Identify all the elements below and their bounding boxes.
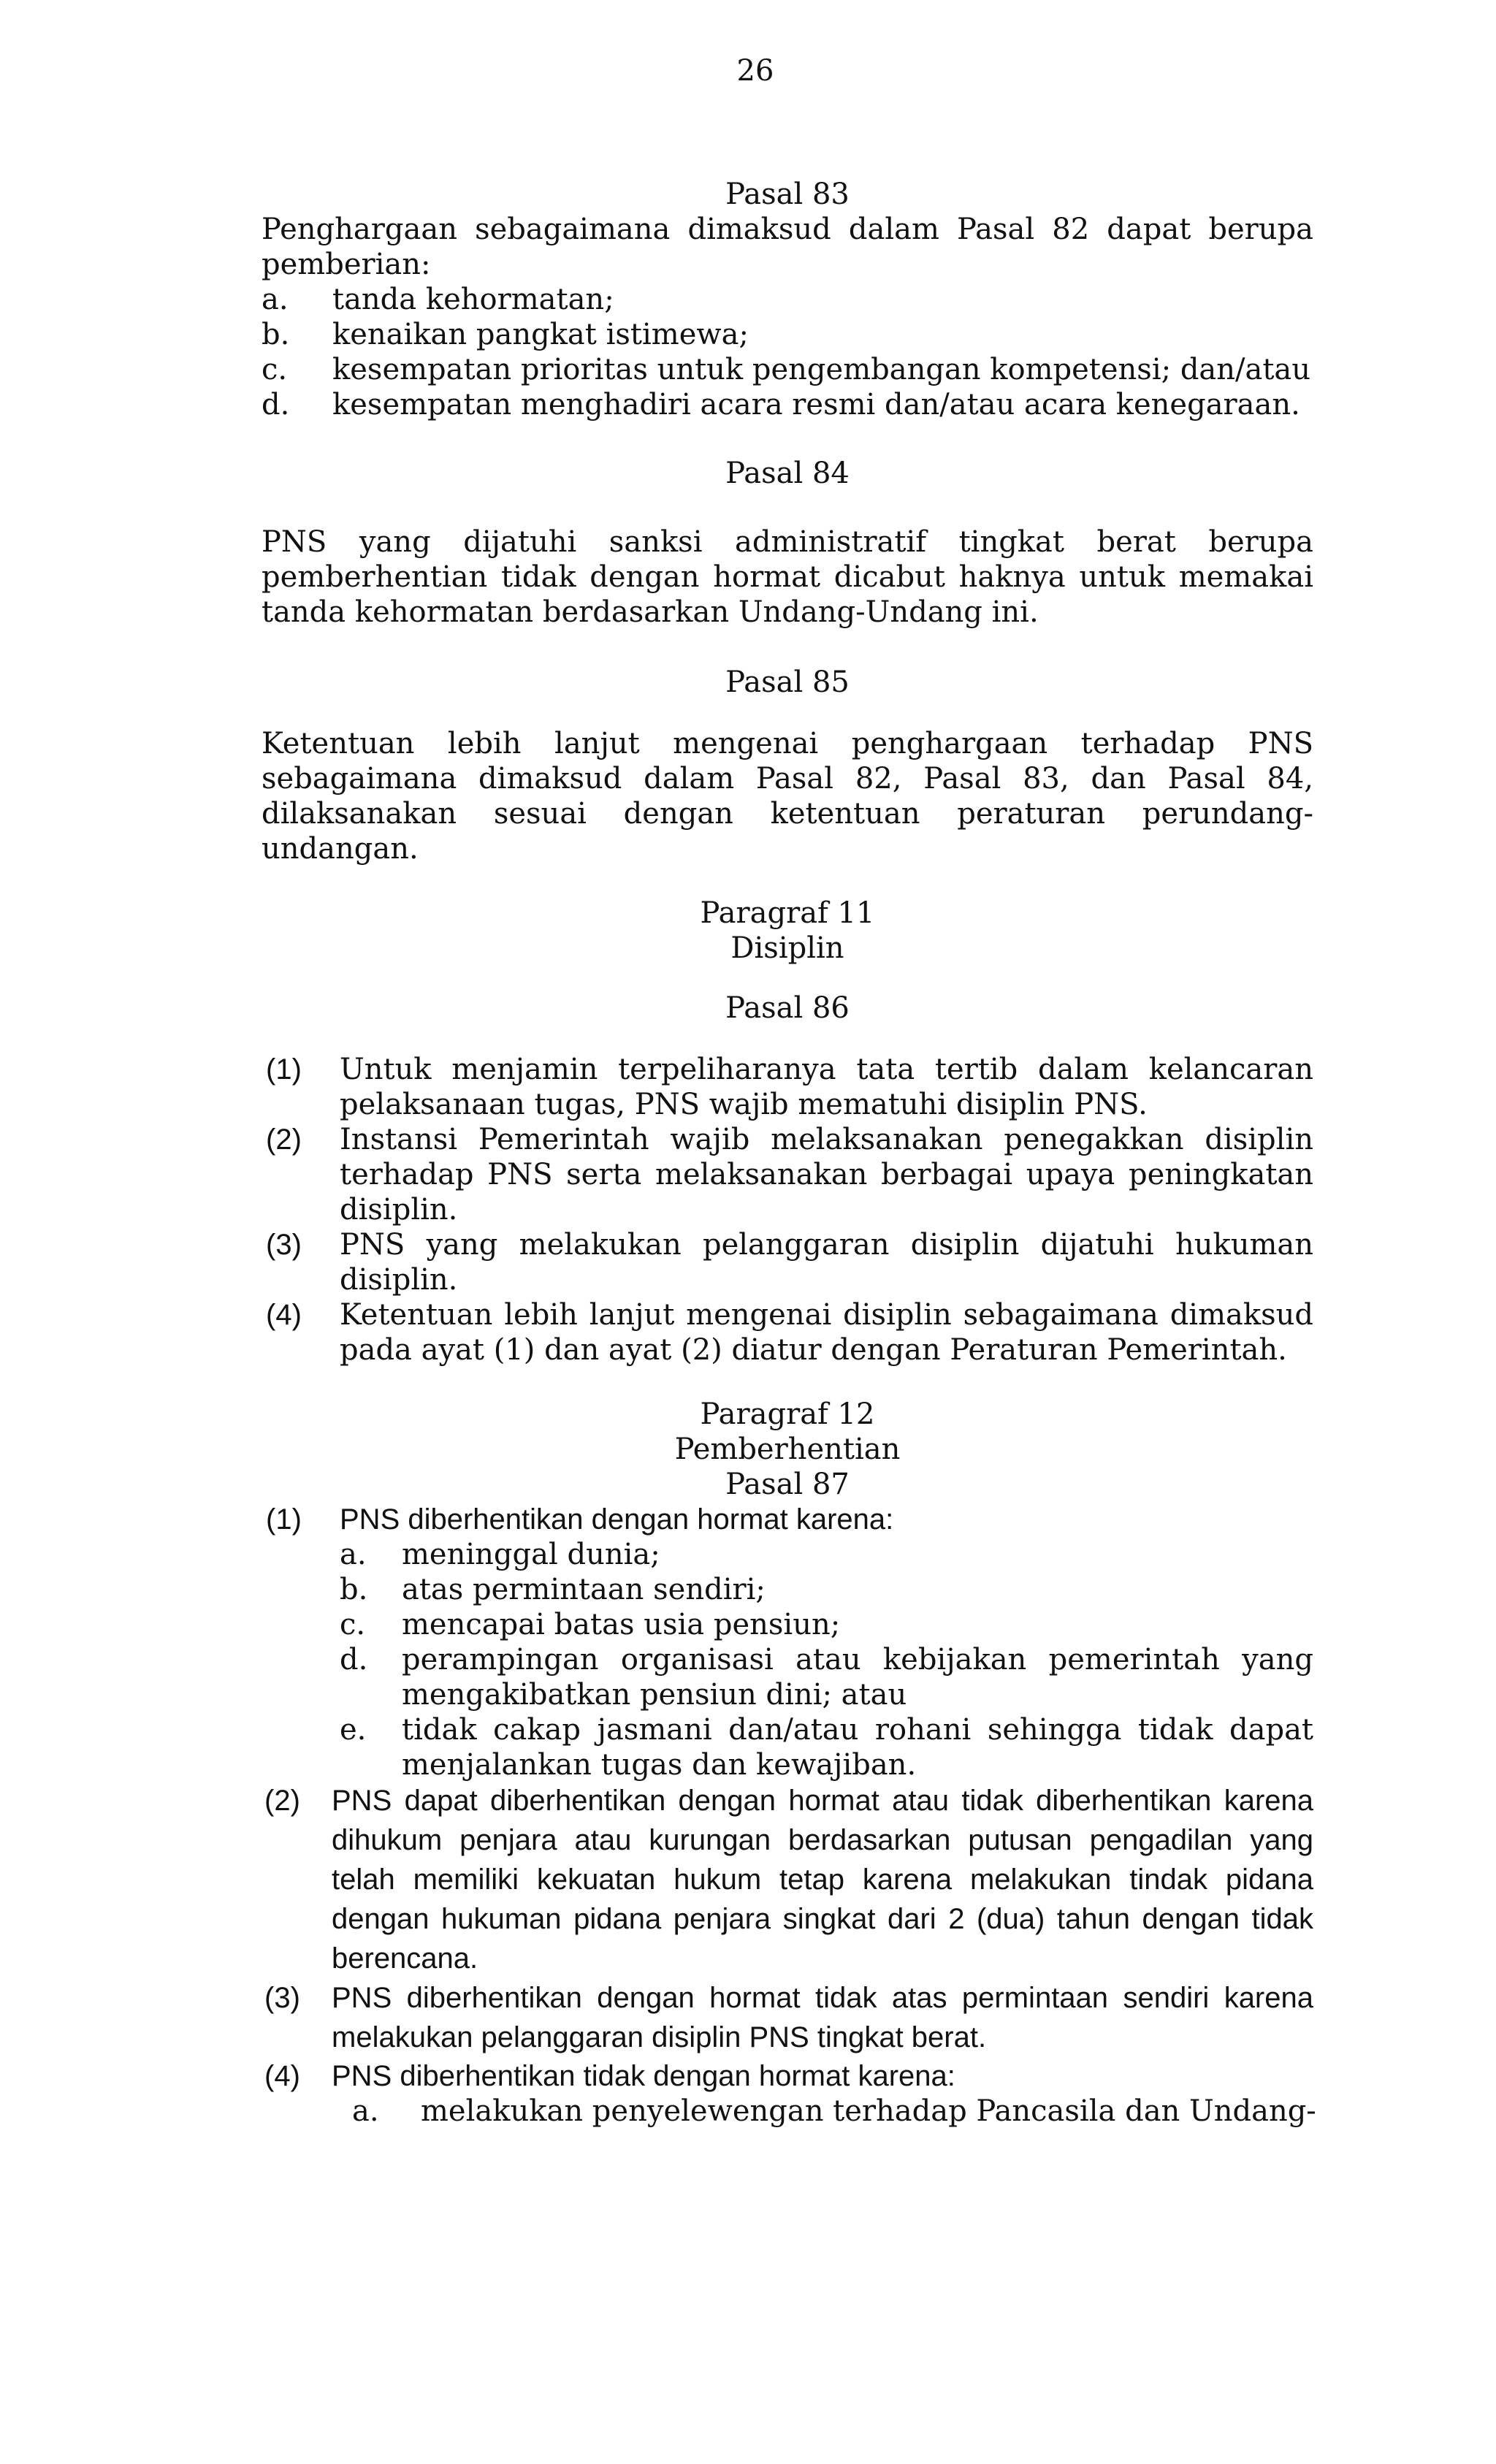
list-item-text: kenaikan pangkat istimewa;	[332, 318, 749, 351]
list-item-label: d.	[340, 1643, 368, 1677]
ayat-text: Untuk menjamin terpeliharanya tata tertib dalam kelancaran pelaksanaan tugas, PNS wajib mematuhi disiplin PNS.	[340, 1053, 1313, 1121]
pasal-86-heading: Pasal 86	[725, 991, 850, 1025]
list-item-label: b.	[340, 1573, 368, 1606]
ayat-text: PNS diberhentikan tidak dengan hormat karena:	[332, 2060, 955, 2092]
ayat-text: Ketentuan lebih lanjut mengenai disiplin sebagaimana dimaksud pada ayat (1) dan ayat (2) diatur dengan Peraturan Pemerintah.	[340, 1298, 1313, 1367]
pasal-83-intro: Penghargaan sebagaimana dimaksud dalam Pasal 82 dapat berupa pemberian:	[262, 213, 1313, 281]
ayat-label: (3)	[264, 1982, 300, 2014]
ayat-label: (2)	[266, 1124, 302, 1156]
paragraf-12-label: Paragraf 12	[700, 1397, 875, 1431]
ayat-label: (4)	[266, 1299, 302, 1331]
ayat-text: PNS dapat diberhentikan dengan hormat atau tidak diberhentikan karena dihukum penjara atau kurungan berdasarkan putusan pengadilan yang telah memiliki kekuatan hukum tetap karena melakukan tindak pidana dengan hukuman pidana penjara singkat dari 2 (dua) tahun dengan tidak berencana.	[332, 1785, 1313, 1975]
list-item-text: kesempatan prioritas untuk pengembangan kompetensi; dan/atau	[332, 353, 1311, 386]
list-item-label: b.	[262, 318, 290, 351]
list-item-label: c.	[340, 1608, 366, 1641]
list-item-text: meninggal dunia;	[402, 1538, 660, 1571]
page-number: 26	[736, 54, 774, 88]
ayat-text: PNS diberhentikan dengan hormat tidak atas permintaan sendiri karena melakukan pelanggaran disiplin PNS tingkat berat.	[332, 1982, 1313, 2053]
pasal-83-heading: Pasal 83	[725, 178, 850, 211]
list-item-text: melakukan penyelewengan terhadap Pancasila dan Undang-	[421, 2094, 1316, 2128]
list-item-label: c.	[262, 353, 288, 386]
pasal-85-body: Ketentuan lebih lanjut mengenai penghargaan terhadap PNS sebagaimana dimaksud dalam Pasal 82, Pasal 83, dan Pasal 84, dilaksanakan sesuai dengan ketentuan peraturan perundang-undangan.	[262, 727, 1313, 866]
list-item-label: a.	[262, 283, 289, 316]
list-item-text: tanda kehormatan;	[332, 283, 614, 316]
ayat-label: (1)	[266, 1503, 302, 1536]
pasal-84-heading: Pasal 84	[725, 457, 850, 490]
ayat-text: PNS yang melakukan pelanggaran disiplin dijatuhi hukuman disiplin.	[340, 1228, 1313, 1297]
ayat-label: (2)	[264, 1785, 300, 1817]
ayat-text: Instansi Pemerintah wajib melaksanakan penegakkan disiplin terhadap PNS serta melaksanakan berbagai upaya peningkatan disiplin.	[340, 1123, 1313, 1227]
ayat-text: PNS diberhentikan dengan hormat karena:	[340, 1503, 894, 1536]
list-item-label: e.	[340, 1713, 367, 1747]
list-item-text: atas permintaan sendiri;	[402, 1573, 766, 1606]
pasal-87-heading: Pasal 87	[725, 1468, 850, 1501]
ayat-label: (3)	[266, 1229, 302, 1261]
list-item-text: tidak cakap jasmani dan/atau rohani sehingga tidak dapat menjalankan tugas dan kewajiban.	[402, 1713, 1313, 1782]
paragraf-11-label: Paragraf 11	[700, 896, 875, 930]
list-item-text: kesempatan menghadiri acara resmi dan/atau acara kenegaraan.	[332, 388, 1300, 422]
ayat-label: (4)	[264, 2060, 300, 2092]
pasal-85-heading: Pasal 85	[725, 665, 850, 699]
paragraf-12-title: Pemberhentian	[674, 1433, 901, 1466]
list-item-label: d.	[262, 388, 290, 422]
list-item-label: a.	[352, 2094, 379, 2128]
list-item-label: a.	[340, 1538, 367, 1571]
list-item-text: perampingan organisasi atau kebijakan pemerintah yang mengakibatkan pensiun dini; atau	[402, 1643, 1313, 1712]
list-item-text: mencapai batas usia pensiun;	[402, 1608, 841, 1641]
pasal-84-body: PNS yang dijatuhi sanksi administratif tingkat berat berupa pemberhentian tidak dengan hormat dicabut haknya untuk memakai tanda kehormatan berdasarkan Undang-Undang ini.	[262, 525, 1313, 629]
paragraf-11-title: Disiplin	[730, 931, 844, 965]
ayat-label: (1)	[266, 1053, 302, 1086]
